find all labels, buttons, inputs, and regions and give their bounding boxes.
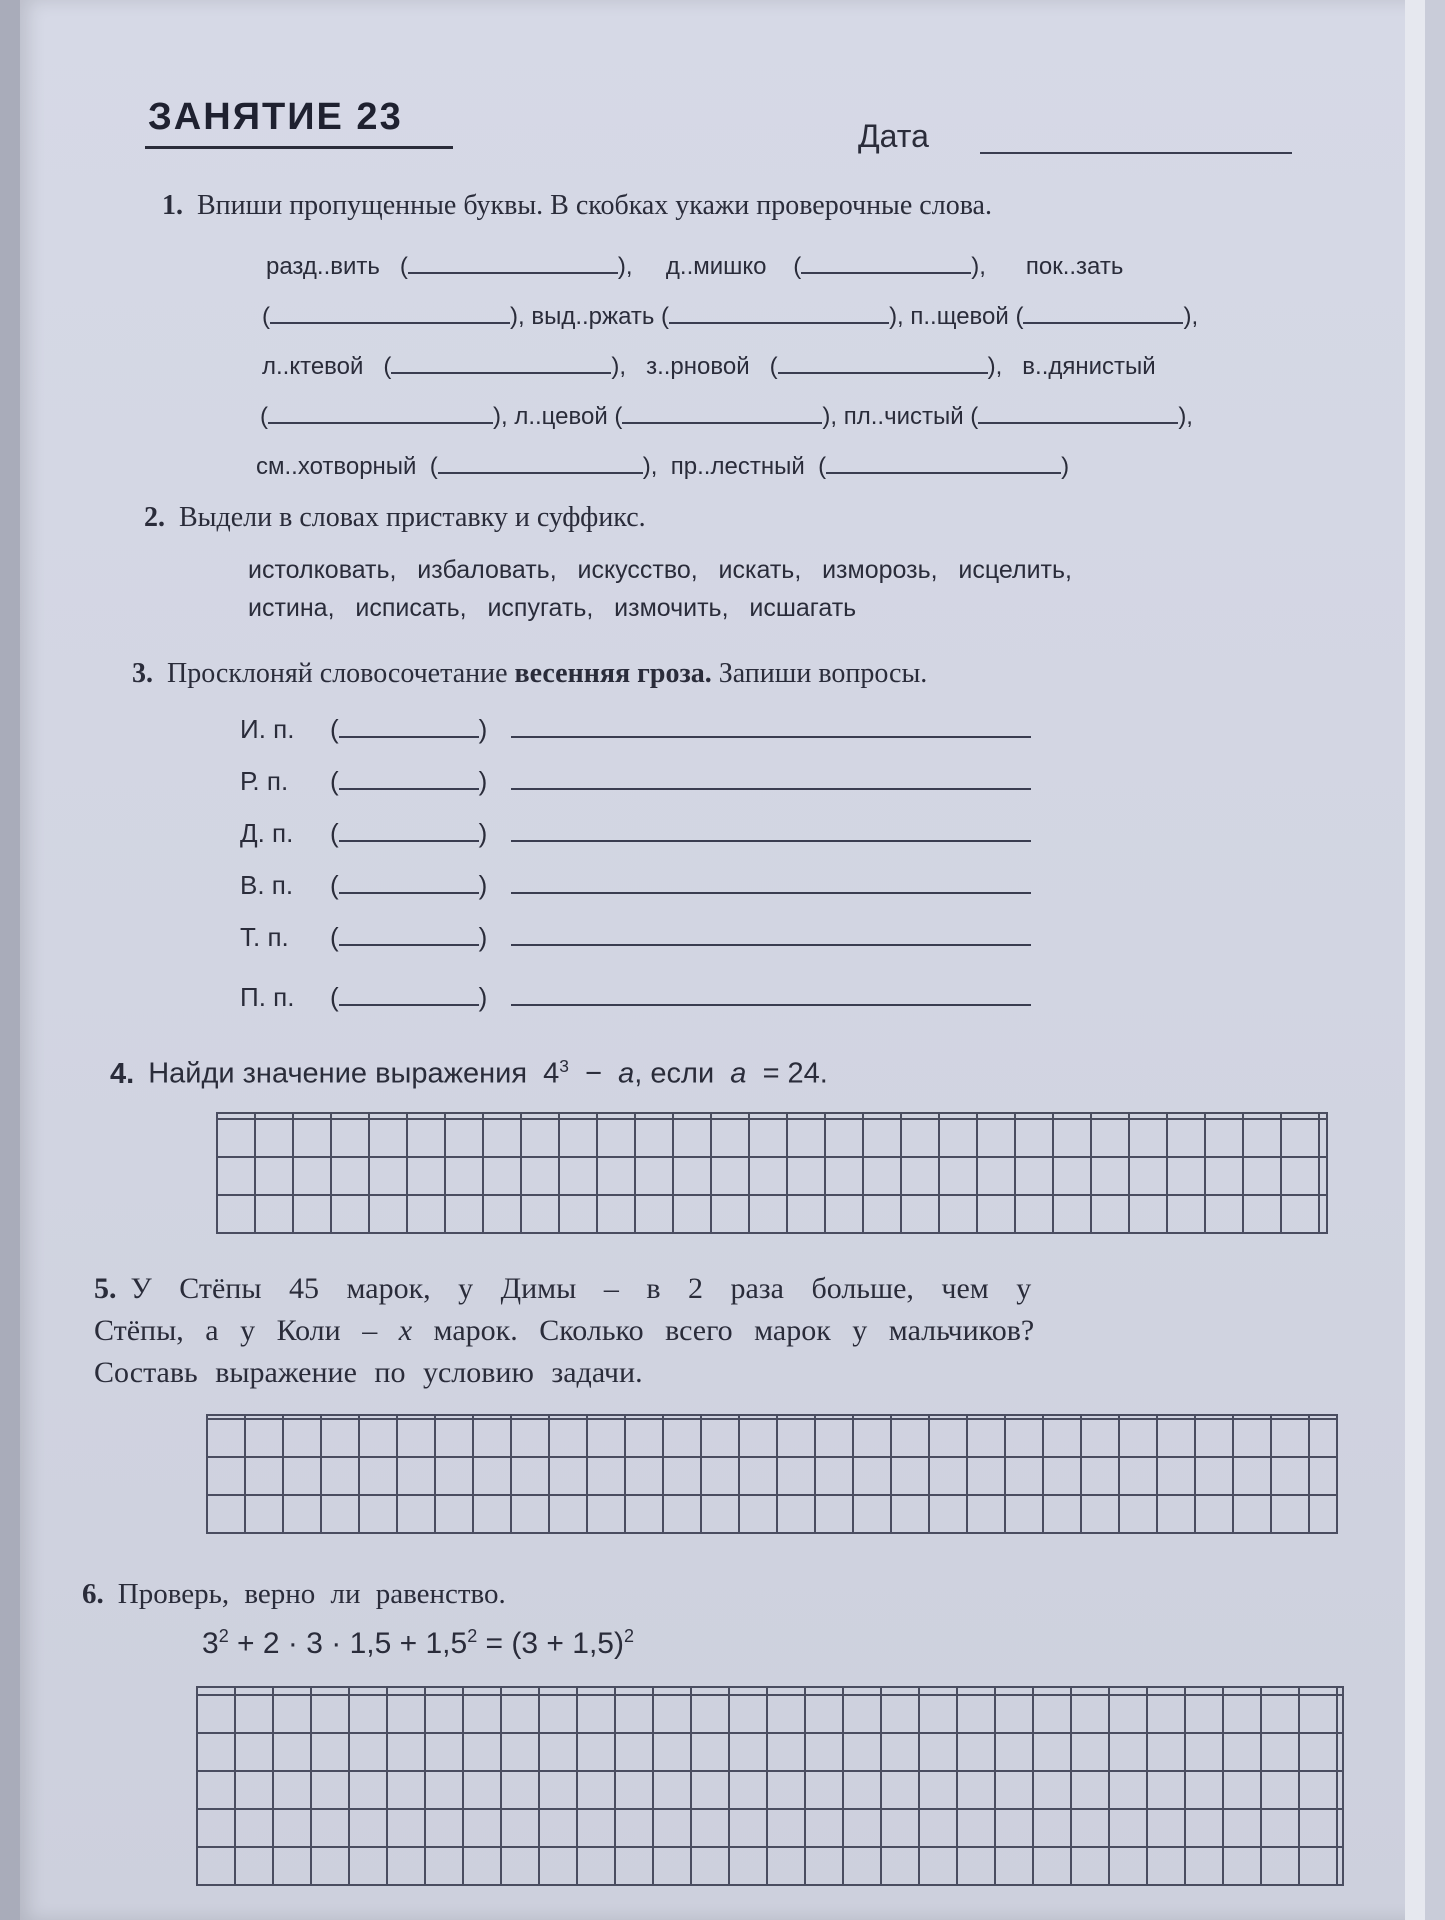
word-8: в..дянистый [1022, 353, 1156, 380]
eq-exp: 2 [623, 1626, 634, 1646]
answer-blank[interactable] [1023, 300, 1183, 324]
task1-line4: ( ), л..цевой ( ), пл..чистый ( ), [260, 400, 1193, 431]
lesson-title: ЗАНЯТИЕ 23 [148, 96, 403, 138]
task5-text-line2a: Стёпы, а у Коли – [94, 1314, 378, 1347]
task5-line1 [94, 1272, 1031, 1306]
answer-blank[interactable] [511, 980, 1031, 1006]
case-label: Т. п. [240, 922, 289, 952]
task4-variable: a [618, 1057, 635, 1090]
task2-number: 2. [144, 502, 165, 533]
task5-text-line2b: марок. Сколько всего марок у мальчиков? [433, 1314, 1035, 1347]
task5-line2 [94, 1314, 1034, 1348]
eq-part: + 2 · 3 · 1,5 + 1,5 [228, 1627, 468, 1660]
word-12: пр..лестный [670, 453, 805, 480]
eq-exp: 2 [218, 1626, 229, 1646]
answer-blank[interactable] [391, 350, 611, 374]
task4-answer-grid[interactable] [216, 1112, 1328, 1234]
title-underline [145, 146, 453, 149]
task1-number: 1. [162, 190, 183, 221]
task4-number: 4. [110, 1057, 135, 1090]
question-blank[interactable] [339, 980, 479, 1006]
answer-blank[interactable] [511, 816, 1031, 842]
task1-line5: см..хотворный ( ), пр..лестный ( ) [256, 450, 1069, 481]
task6-answer-grid[interactable] [196, 1686, 1344, 1886]
left-shadow [0, 0, 20, 1920]
answer-blank[interactable] [438, 450, 643, 474]
task1-line2: ( ), выд..ржать ( ), п..щевой ( ), [262, 300, 1198, 331]
answer-blank[interactable] [778, 350, 988, 374]
task3-text-a: Просклоняй словосочетание [167, 658, 508, 689]
task6-heading [82, 1578, 506, 1611]
word-4: выд..ржать [531, 303, 655, 330]
answer-blank[interactable] [511, 920, 1031, 946]
eq-part: 3 [202, 1627, 219, 1660]
word-6: л..ктевой [262, 353, 364, 380]
task1-line1: разд..вить ( ), д..мишко ( ), пок..зать [266, 250, 1123, 281]
task4-exponent: 3 [559, 1056, 569, 1076]
word-9: л..цевой [514, 403, 608, 430]
task5-text-line1: У Стёпы 45 марок, у Димы – в 2 раза больше, чем у [130, 1272, 1032, 1305]
date-input-line[interactable] [980, 152, 1292, 154]
task3-number: 3. [132, 658, 153, 689]
case-row-instrumental: Т. п. ( ) [240, 920, 1031, 953]
task5-number: 5. [94, 1272, 117, 1305]
case-row-accusative: В. п. ( ) [240, 868, 1031, 901]
word-11: см..хотворный [256, 453, 417, 480]
right-edge [1405, 0, 1425, 1920]
task4-minus: − [585, 1057, 603, 1090]
eq-exp: 2 [467, 1626, 478, 1646]
case-row-prepositional: П. п. ( ) [240, 980, 1031, 1013]
case-row-dative: Д. п. ( ) [240, 816, 1031, 849]
task3-heading [132, 658, 927, 690]
case-label: П. п. [240, 982, 295, 1012]
word-1: разд..вить [266, 253, 380, 280]
task6-text: Проверь, верно ли равенство. [117, 1578, 506, 1610]
case-row-nominative: И. п. ( ) [240, 712, 1031, 745]
word-7: з..рновой [646, 353, 750, 380]
answer-blank[interactable] [801, 250, 971, 274]
task4-text-a: Найди значение выражения [148, 1057, 528, 1090]
task4-text-c: = 24. [762, 1057, 828, 1090]
task2-words-line1: истолковать, избаловать, искусство, искать, изморозь, исцелить, [248, 556, 1072, 584]
answer-blank[interactable] [978, 400, 1178, 424]
task4-base: 4 [543, 1057, 560, 1090]
task6-number: 6. [82, 1578, 104, 1610]
question-blank[interactable] [339, 920, 479, 946]
question-blank[interactable] [339, 712, 479, 738]
case-label: Д. п. [240, 818, 294, 848]
case-row-genitive: Р. п. ( ) [240, 764, 1031, 797]
task5-variable: x [398, 1314, 413, 1347]
task4-heading [110, 1056, 828, 1091]
answer-blank[interactable] [622, 400, 822, 424]
task4-variable-2: a [730, 1057, 747, 1090]
case-label: Р. п. [240, 766, 289, 796]
word-3: пок..зать [1025, 253, 1124, 280]
answer-blank[interactable] [511, 764, 1031, 790]
case-label: В. п. [240, 870, 294, 900]
word-2: д..мишко [665, 253, 767, 280]
answer-blank[interactable] [826, 450, 1061, 474]
answer-blank[interactable] [270, 300, 510, 324]
task2-words-line2: истина, исписать, испугать, измочить, исшагать [248, 594, 857, 622]
word-10: пл..чистый [843, 403, 964, 430]
question-blank[interactable] [339, 816, 479, 842]
question-blank[interactable] [339, 868, 479, 894]
date-label: Дата [858, 118, 929, 154]
task1-text: Впиши пропущенные буквы. В скобках укажи проверочные слова. [197, 190, 992, 221]
answer-blank[interactable] [408, 250, 618, 274]
task2-text: Выдели в словах приставку и суффикс. [179, 502, 646, 533]
answer-blank[interactable] [511, 868, 1031, 894]
task1-line3: л..ктевой ( ), з..рновой ( ), в..дянистый [262, 350, 1156, 381]
task5-answer-grid[interactable] [206, 1414, 1338, 1534]
case-label: И. п. [240, 714, 295, 744]
workbook-page [20, 0, 1425, 1920]
answer-blank[interactable] [511, 712, 1031, 738]
task4-text-b: , если [634, 1057, 715, 1090]
task1-heading [162, 190, 992, 222]
task2-heading [144, 502, 646, 534]
task6-equation [202, 1626, 634, 1661]
answer-blank[interactable] [268, 400, 493, 424]
task5-line3: Составь выражение по условию задачи. [94, 1356, 643, 1389]
word-5: п..щевой [910, 303, 1009, 330]
answer-blank[interactable] [669, 300, 889, 324]
task3-phrase: весенняя гроза. [514, 658, 712, 689]
task3-text-b: Запиши вопросы. [718, 658, 928, 689]
eq-part: = (3 + 1,5) [477, 1627, 624, 1660]
question-blank[interactable] [339, 764, 479, 790]
